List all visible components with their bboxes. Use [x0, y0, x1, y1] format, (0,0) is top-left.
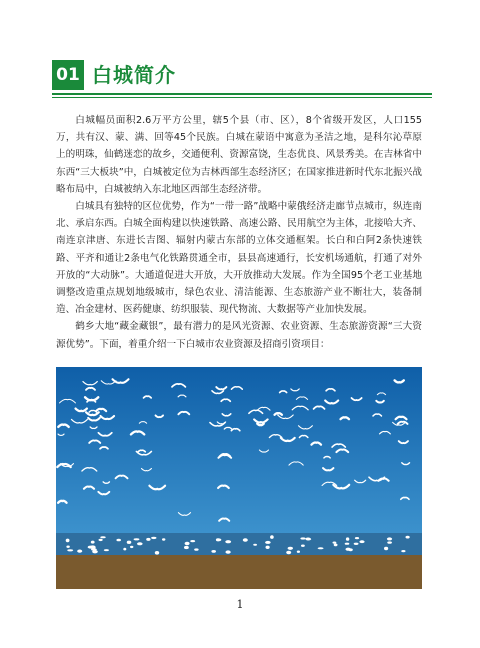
crane-standing: [406, 536, 410, 539]
crane-standing: [387, 537, 392, 540]
section-title: 白城简介: [92, 63, 176, 87]
crane-standing: [318, 547, 324, 549]
crane-flying: [275, 413, 282, 415]
crane-standing: [346, 548, 351, 551]
crane-standing: [300, 537, 305, 539]
crane-standing: [137, 542, 143, 545]
paragraph-1: 白城幅员面积2.6万平方公里，辖5个县（市、区），8个省级开发区，人口155万，共有汉、蒙、满、回等45个民族。白城在蒙语中寓意为圣洁之地，是科尔沁草原上的明珠，仙鹤迷恋的故乡，交通便利、资源富饶，生态优良、风景秀美。在吉林省中东西“三大板块”中，白城被定位为吉林西部生态经济区；在国家推进新时代东北振兴战略布局中，白城被纳入东北地区西部生态经济带。: [56, 115, 422, 195]
cranes-over-wetland-photo: [56, 367, 422, 589]
crane-standing: [91, 541, 95, 544]
crane-standing: [286, 551, 291, 554]
section-number-badge: 01: [52, 60, 84, 90]
crane-standing: [305, 538, 310, 541]
crane-standing: [226, 550, 231, 553]
body-text: [56, 112, 422, 353]
crane-standing: [116, 539, 121, 542]
crane-standing: [184, 546, 189, 549]
paragraph-2: 白城具有独特的区位优势，作为“一带一路”战略中蒙俄经济走廊节点城市，纵连南北、承启东西。白城全面构建以快速铁路、高速公路、民用航空为主体，北接哈大齐、南连京津唐、东进长吉图、辐射内蒙古东部的立体交通框架。长白和白阿2条快速铁路、平齐和通让2条电气化铁路贯通全市，县县高速通行，长安机场通航，打通了对外开放的“大动脉”。大通道促进大开放，大开放推动大发展。作为全国95个老工业基地调整改造重点规划地级城市，绿色农业、清洁能源、生态旅游产业不断壮大，装备制造、冶金建材、医药健康、纺织服装、现代物流、大数据等产业加快发展。: [56, 201, 422, 316]
crane-standing: [77, 550, 82, 553]
crane-flying: [257, 424, 264, 425]
crane-standing: [100, 536, 105, 538]
crane-standing: [354, 543, 359, 545]
crane-standing: [194, 548, 198, 550]
crane-standing: [151, 537, 156, 539]
crane-standing: [211, 550, 216, 553]
crane-standing: [92, 550, 98, 553]
crane-standing: [384, 547, 388, 550]
crane-standing: [225, 540, 231, 543]
crane-standing: [334, 544, 338, 547]
header-rule-thin: [52, 97, 432, 98]
crane-standing: [301, 545, 305, 547]
crane-standing: [130, 546, 133, 548]
crane-standing: [123, 548, 126, 551]
crane-standing: [66, 539, 70, 543]
crane-standing: [345, 543, 350, 545]
sky: [56, 367, 422, 545]
crane-standing: [99, 539, 103, 541]
crane-standing: [266, 546, 270, 549]
crane-standing: [127, 541, 132, 544]
crane-standing: [162, 538, 165, 540]
crane-standing: [66, 546, 69, 548]
crane-standing: [288, 547, 293, 550]
crane-standing: [359, 540, 364, 543]
crane-standing: [387, 541, 392, 543]
page-number: 1: [236, 598, 244, 611]
crane-standing: [346, 537, 349, 540]
crane-standing: [270, 535, 274, 539]
water: [56, 533, 422, 557]
crane-standing: [67, 549, 73, 551]
crane-standing: [146, 538, 150, 541]
crane-standing: [265, 541, 271, 544]
crane-standing: [134, 538, 140, 540]
crane-standing: [253, 544, 257, 546]
crane-standing: [216, 538, 220, 541]
section-header: [52, 60, 432, 90]
crane-standing: [333, 542, 337, 544]
crane-standing: [401, 550, 405, 552]
crane-standing: [355, 537, 359, 539]
crane-standing: [155, 551, 159, 555]
crane-standing: [243, 538, 248, 542]
crane-standing: [297, 551, 300, 553]
crane-standing: [190, 540, 195, 542]
crane-standing: [88, 546, 93, 549]
marsh: [56, 555, 422, 589]
crane-standing: [104, 549, 109, 551]
crane-standing: [185, 542, 190, 545]
header-rule-thick: [52, 93, 432, 95]
paragraph-3: 鹤乡大地“藏金藏银”，最有潜力的是风光资源、农业资源、生态旅游资源“三大资源优势”。下面，着重介绍一下白城市农业资源及招商引资项目：: [56, 321, 422, 350]
